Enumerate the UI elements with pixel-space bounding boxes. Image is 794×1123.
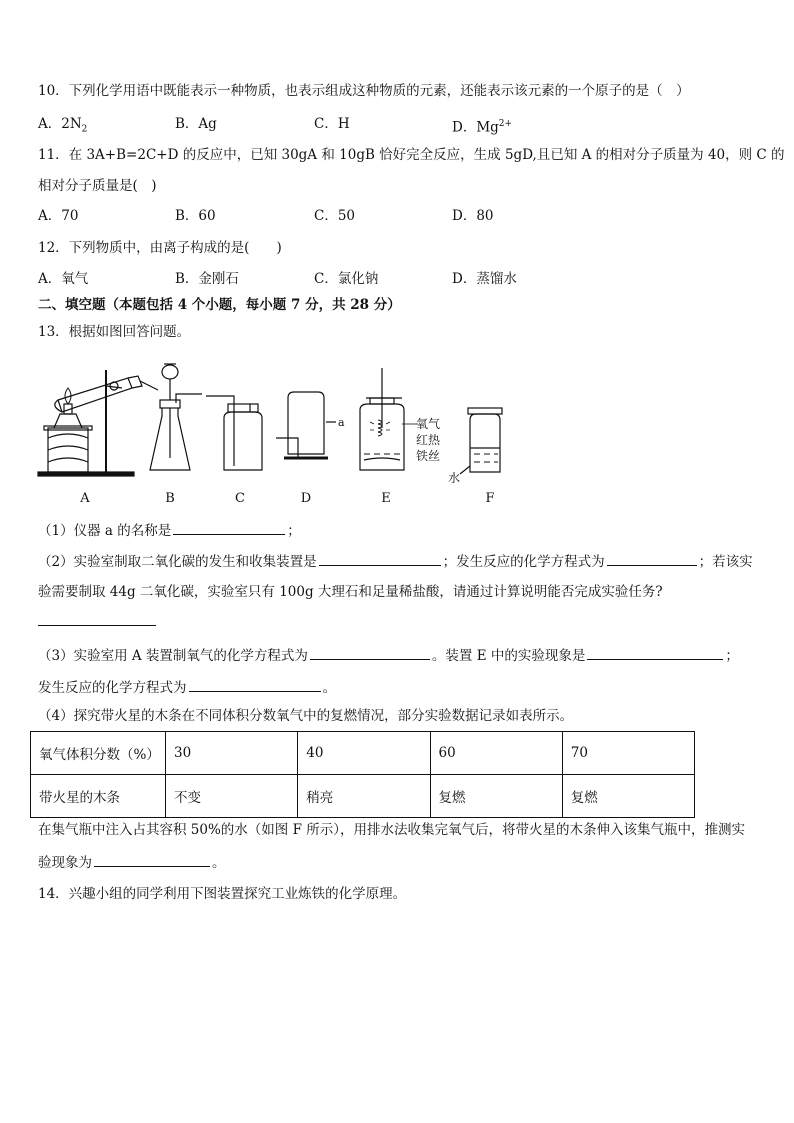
q13-part1: （1）仪器 a 的名称是 ； (38, 520, 301, 541)
q11-stem-line1: 11．在 3A+B=2C+D 的反应中，已知 30gA 和 10gB 恰好完全反应，生成 5gD,且已知 A 的相对分子质量为 40，则 C 的 (38, 147, 785, 163)
blank-2c[interactable] (38, 611, 156, 626)
e-note-wire: 铁丝 (416, 449, 441, 463)
table-cell: 40 (298, 732, 430, 775)
label-f: F (485, 491, 495, 506)
oxygen-data-table (30, 731, 695, 818)
apparatus-d (276, 392, 336, 458)
q10-option-b: B．Ag (175, 116, 217, 132)
apparatus-b (150, 364, 202, 470)
table-cell: 氧气体积分数（%） (31, 732, 166, 775)
blank-2b[interactable] (607, 551, 697, 566)
q13-part2-answer-line (38, 611, 158, 632)
q13-part2-line2: 验需要制取 44g 二氧化碳，实验室只有 100g 大理石和足量稀盐酸，请通过计算说明能否完成实验任务? (38, 584, 663, 600)
q11-option-b: B．60 (175, 208, 216, 224)
q13-part2: （2）实验室制取二氧化碳的发生和收集装置是 ；发生反应的化学方程式为 ；若该实 (38, 551, 753, 572)
blank-1[interactable] (173, 520, 285, 535)
table-cell: 带火星的木条 (31, 775, 166, 818)
apparatus-e (360, 368, 418, 470)
q12-option-d: D．蒸馏水 (452, 271, 517, 287)
q12-option-a: A．氧气 (38, 271, 89, 287)
q13-part3-line2: 发生反应的化学方程式为 。 (38, 677, 336, 698)
blank-3c[interactable] (189, 677, 321, 692)
e-note-oxygen: 氧气 (416, 417, 441, 431)
q11-option-c: C．50 (314, 208, 356, 224)
apparatus-c (206, 396, 262, 470)
q10-option-d: D．$Mg^{2+}$ (452, 119, 513, 136)
q13-part3: （3）实验室用 A 装置制氧气的化学方程式为 。装置 E 中的实验现象是 ； (38, 645, 739, 666)
q10-option-a: A．$2N_2$ (38, 116, 88, 135)
label-b: B (165, 491, 175, 506)
q13-stem: 13．根据如图回答问题。 (38, 324, 191, 340)
table-row (31, 732, 695, 775)
q11-stem-line2: 相对分子质量是( ) (38, 178, 157, 194)
blank-3b[interactable] (587, 645, 723, 660)
table-row (31, 775, 695, 818)
e-note-redhot: 红热 (416, 433, 441, 447)
apparatus-a (38, 370, 158, 476)
q11-option-d: D．80 (452, 208, 494, 224)
label-e: E (381, 491, 391, 506)
table-cell: 稍亮 (298, 775, 430, 818)
q12-option-c: C．氯化钠 (314, 271, 379, 287)
blank-2a[interactable] (319, 551, 441, 566)
q14-stem: 14．兴趣小组的同学利用下图装置探究工业炼铁的化学原理。 (38, 886, 407, 902)
q13-after-line1: 在集气瓶中注入占其容积 50%的水（如图 F 所示），用排水法收集完氧气后，将带火星的木条伸入该集气瓶中，推测实 (38, 822, 745, 838)
apparatus-f (460, 408, 502, 474)
f-water-label: 水 (448, 471, 461, 485)
q10-stem: 10．下列化学用语中既能表示一种物质，也表示组成这种物质的元素，还能表示该元素的一个原子的是（ ） (38, 83, 690, 99)
q13-after-line2: 验现象为 。 (38, 852, 226, 873)
q12-stem: 12．下列物质中，由离子构成的是( ) (38, 240, 282, 256)
q12-option-b: B．金刚石 (175, 271, 239, 287)
table-cell: 60 (430, 732, 562, 775)
blank-3a[interactable] (310, 645, 430, 660)
label-instrument-a: a (338, 416, 345, 429)
table-cell: 复燃 (430, 775, 562, 818)
label-a: A (80, 491, 90, 506)
table-cell: 复燃 (562, 775, 694, 818)
q11-option-a: A．70 (38, 208, 79, 224)
section-heading: 二、填空题（本题包括 4 个小题，每小题 7 分，共 28 分） (38, 297, 401, 313)
table-cell: 30 (166, 732, 298, 775)
label-c: C (235, 491, 245, 506)
q11-options (38, 206, 758, 226)
label-d: D (300, 491, 312, 506)
apparatus-figure (30, 358, 530, 510)
blank-4[interactable] (94, 852, 210, 867)
q10-option-c: C．H (314, 116, 350, 132)
q13-part4: （4）探究带火星的木条在不同体积分数氧气中的复燃情况，部分实验数据记录如表所示。 (38, 708, 574, 724)
q12-options (38, 269, 758, 289)
table-cell: 70 (562, 732, 694, 775)
table-cell: 不变 (166, 775, 298, 818)
q10-options (38, 114, 758, 134)
